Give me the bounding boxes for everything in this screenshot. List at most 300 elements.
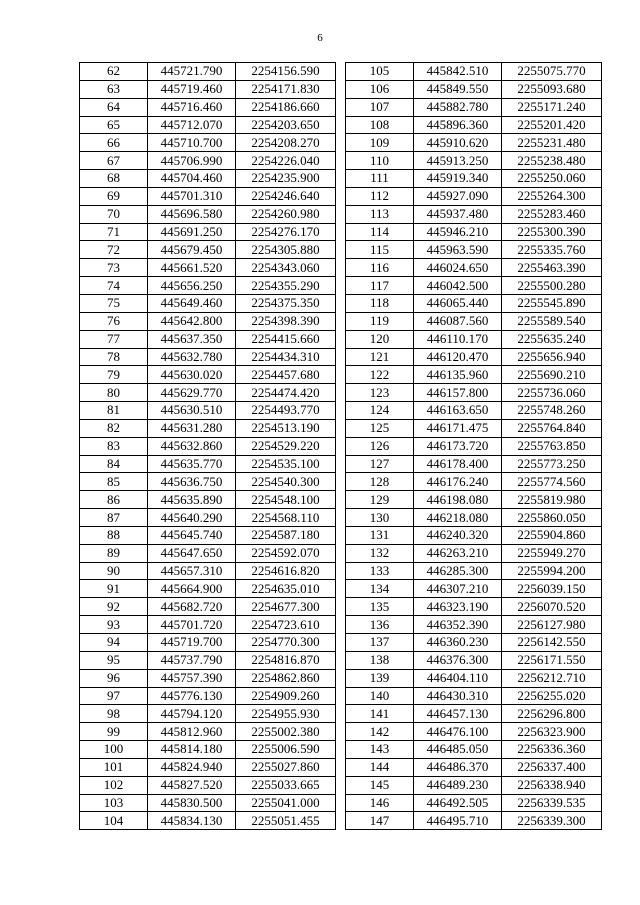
y-coordinate-cell: 2255051.455 <box>236 812 336 830</box>
y-coordinate-cell: 2254955.930 <box>236 705 336 723</box>
y-coordinate-cell: 2254208.270 <box>236 134 336 152</box>
table-row <box>80 419 336 437</box>
table-row <box>346 723 602 741</box>
point-number-cell: 81 <box>80 402 148 420</box>
table-row <box>346 294 602 312</box>
table-row <box>346 812 602 830</box>
point-number-cell: 137 <box>346 634 414 652</box>
x-coordinate-cell: 446176.240 <box>414 473 502 491</box>
x-coordinate-cell: 445632.780 <box>148 348 236 366</box>
x-coordinate-cell: 446430.310 <box>414 687 502 705</box>
x-coordinate-cell: 445719.700 <box>148 634 236 652</box>
x-coordinate-cell: 445737.790 <box>148 651 236 669</box>
table-row <box>346 402 602 420</box>
x-coordinate-cell: 446024.650 <box>414 259 502 277</box>
point-number-cell: 101 <box>80 758 148 776</box>
table-row <box>80 812 336 830</box>
point-number-cell: 146 <box>346 794 414 812</box>
coordinates-table-left <box>79 62 336 830</box>
y-coordinate-cell: 2255006.590 <box>236 741 336 759</box>
x-coordinate-cell: 445637.350 <box>148 330 236 348</box>
point-number-cell: 131 <box>346 526 414 544</box>
point-number-cell: 128 <box>346 473 414 491</box>
x-coordinate-cell: 445963.590 <box>414 241 502 259</box>
x-coordinate-cell: 445647.650 <box>148 544 236 562</box>
y-coordinate-cell: 2254434.310 <box>236 348 336 366</box>
table-row <box>80 776 336 794</box>
y-coordinate-cell: 2255300.390 <box>502 223 602 241</box>
table-row <box>80 473 336 491</box>
x-coordinate-cell: 446492.505 <box>414 794 502 812</box>
y-coordinate-cell: 2255764.840 <box>502 419 602 437</box>
y-coordinate-cell: 2254493.770 <box>236 402 336 420</box>
table-row <box>80 134 336 152</box>
table-row <box>80 741 336 759</box>
y-coordinate-cell: 2254513.190 <box>236 419 336 437</box>
y-coordinate-cell: 2255335.760 <box>502 241 602 259</box>
point-number-cell: 116 <box>346 259 414 277</box>
x-coordinate-cell: 446495.710 <box>414 812 502 830</box>
x-coordinate-cell: 445834.130 <box>148 812 236 830</box>
y-coordinate-cell: 2255736.060 <box>502 384 602 402</box>
table-row <box>80 241 336 259</box>
point-number-cell: 95 <box>80 651 148 669</box>
x-coordinate-cell: 445842.510 <box>414 63 502 81</box>
point-number-cell: 122 <box>346 366 414 384</box>
coordinates-table-right <box>345 62 602 830</box>
point-number-cell: 102 <box>80 776 148 794</box>
x-coordinate-cell: 445913.250 <box>414 152 502 170</box>
point-number-cell: 141 <box>346 705 414 723</box>
table-row <box>346 170 602 188</box>
point-number-cell: 130 <box>346 509 414 527</box>
point-number-cell: 107 <box>346 98 414 116</box>
point-number-cell: 125 <box>346 419 414 437</box>
point-number-cell: 127 <box>346 455 414 473</box>
y-coordinate-cell: 2255250.060 <box>502 170 602 188</box>
table-row <box>80 616 336 634</box>
point-number-cell: 99 <box>80 723 148 741</box>
y-coordinate-cell: 2255656.940 <box>502 348 602 366</box>
y-coordinate-cell: 2256212.710 <box>502 669 602 687</box>
point-number-cell: 147 <box>346 812 414 830</box>
table-row <box>80 277 336 295</box>
point-number-cell: 136 <box>346 616 414 634</box>
point-number-cell: 129 <box>346 491 414 509</box>
point-number-cell: 144 <box>346 758 414 776</box>
x-coordinate-cell: 445712.070 <box>148 116 236 134</box>
point-number-cell: 100 <box>80 741 148 759</box>
x-coordinate-cell: 446110.170 <box>414 330 502 348</box>
y-coordinate-cell: 2255545.890 <box>502 294 602 312</box>
table-row <box>80 116 336 134</box>
x-coordinate-cell: 445937.480 <box>414 205 502 223</box>
point-number-cell: 90 <box>80 562 148 580</box>
y-coordinate-cell: 2255264.300 <box>502 187 602 205</box>
y-coordinate-cell: 2254723.610 <box>236 616 336 634</box>
y-coordinate-cell: 2255500.280 <box>502 277 602 295</box>
y-coordinate-cell: 2255231.480 <box>502 134 602 152</box>
x-coordinate-cell: 446486.370 <box>414 758 502 776</box>
table-row <box>80 544 336 562</box>
y-coordinate-cell: 2256339.300 <box>502 812 602 830</box>
x-coordinate-cell: 445632.860 <box>148 437 236 455</box>
y-coordinate-cell: 2254415.660 <box>236 330 336 348</box>
point-number-cell: 62 <box>80 63 148 81</box>
x-coordinate-cell: 446307.210 <box>414 580 502 598</box>
table-row <box>80 63 336 81</box>
y-coordinate-cell: 2254616.820 <box>236 562 336 580</box>
x-coordinate-cell: 445704.460 <box>148 170 236 188</box>
y-coordinate-cell: 2255774.560 <box>502 473 602 491</box>
table-row <box>346 634 602 652</box>
x-coordinate-cell: 445927.090 <box>414 187 502 205</box>
point-number-cell: 65 <box>80 116 148 134</box>
y-coordinate-cell: 2254587.180 <box>236 526 336 544</box>
table-row <box>346 63 602 81</box>
point-number-cell: 72 <box>80 241 148 259</box>
y-coordinate-cell: 2254862.860 <box>236 669 336 687</box>
x-coordinate-cell: 445849.550 <box>414 80 502 98</box>
point-number-cell: 63 <box>80 80 148 98</box>
y-coordinate-cell: 2254677.300 <box>236 598 336 616</box>
y-coordinate-cell: 2254635.010 <box>236 580 336 598</box>
point-number-cell: 71 <box>80 223 148 241</box>
table-row <box>80 366 336 384</box>
y-coordinate-cell: 2256296.800 <box>502 705 602 723</box>
point-number-cell: 139 <box>346 669 414 687</box>
x-coordinate-cell: 446352.390 <box>414 616 502 634</box>
point-number-cell: 67 <box>80 152 148 170</box>
x-coordinate-cell: 445701.720 <box>148 616 236 634</box>
point-number-cell: 114 <box>346 223 414 241</box>
table-row <box>346 116 602 134</box>
y-coordinate-cell: 2255763.850 <box>502 437 602 455</box>
table-row <box>80 437 336 455</box>
x-coordinate-cell: 445630.510 <box>148 402 236 420</box>
x-coordinate-cell: 445682.720 <box>148 598 236 616</box>
x-coordinate-cell: 445691.250 <box>148 223 236 241</box>
point-number-cell: 97 <box>80 687 148 705</box>
table-row <box>346 437 602 455</box>
y-coordinate-cell: 2254457.680 <box>236 366 336 384</box>
page-number: 6 <box>317 32 323 44</box>
x-coordinate-cell: 445642.800 <box>148 312 236 330</box>
point-number-cell: 123 <box>346 384 414 402</box>
point-number-cell: 115 <box>346 241 414 259</box>
y-coordinate-cell: 2256127.980 <box>502 616 602 634</box>
table-row <box>346 134 602 152</box>
y-coordinate-cell: 2254592.070 <box>236 544 336 562</box>
y-coordinate-cell: 2256337.400 <box>502 758 602 776</box>
table-row <box>346 794 602 812</box>
x-coordinate-cell: 445719.460 <box>148 80 236 98</box>
x-coordinate-cell: 445830.500 <box>148 794 236 812</box>
point-number-cell: 92 <box>80 598 148 616</box>
point-number-cell: 105 <box>346 63 414 81</box>
point-number-cell: 88 <box>80 526 148 544</box>
x-coordinate-cell: 445812.960 <box>148 723 236 741</box>
x-coordinate-cell: 446163.650 <box>414 402 502 420</box>
x-coordinate-cell: 445882.780 <box>414 98 502 116</box>
y-coordinate-cell: 2254535.100 <box>236 455 336 473</box>
y-coordinate-cell: 2254171.830 <box>236 80 336 98</box>
x-coordinate-cell: 445661.520 <box>148 259 236 277</box>
y-coordinate-cell: 2254246.640 <box>236 187 336 205</box>
y-coordinate-cell: 2255041.000 <box>236 794 336 812</box>
point-number-cell: 64 <box>80 98 148 116</box>
y-coordinate-cell: 2255819.980 <box>502 491 602 509</box>
table-row <box>80 330 336 348</box>
x-coordinate-cell: 445706.990 <box>148 152 236 170</box>
table-row <box>346 687 602 705</box>
y-coordinate-cell: 2254260.980 <box>236 205 336 223</box>
table-row <box>346 562 602 580</box>
table-row <box>80 491 336 509</box>
x-coordinate-cell: 445636.750 <box>148 473 236 491</box>
table-row <box>80 598 336 616</box>
point-number-cell: 120 <box>346 330 414 348</box>
x-coordinate-cell: 445814.180 <box>148 741 236 759</box>
point-number-cell: 70 <box>80 205 148 223</box>
point-number-cell: 110 <box>346 152 414 170</box>
y-coordinate-cell: 2255463.390 <box>502 259 602 277</box>
y-coordinate-cell: 2254235.900 <box>236 170 336 188</box>
y-coordinate-cell: 2254355.290 <box>236 277 336 295</box>
x-coordinate-cell: 445645.740 <box>148 526 236 544</box>
table-row <box>346 758 602 776</box>
table-row <box>80 80 336 98</box>
table-row <box>80 384 336 402</box>
point-number-cell: 96 <box>80 669 148 687</box>
x-coordinate-cell: 446360.230 <box>414 634 502 652</box>
y-coordinate-cell: 2255994.200 <box>502 562 602 580</box>
y-coordinate-cell: 2254226.040 <box>236 152 336 170</box>
table-row <box>346 776 602 794</box>
x-coordinate-cell: 445635.770 <box>148 455 236 473</box>
point-number-cell: 86 <box>80 491 148 509</box>
y-coordinate-cell: 2255949.270 <box>502 544 602 562</box>
x-coordinate-cell: 445757.390 <box>148 669 236 687</box>
table-row <box>346 419 602 437</box>
point-number-cell: 111 <box>346 170 414 188</box>
x-coordinate-cell: 445794.120 <box>148 705 236 723</box>
point-number-cell: 91 <box>80 580 148 598</box>
table-row <box>346 491 602 509</box>
x-coordinate-cell: 446476.100 <box>414 723 502 741</box>
x-coordinate-cell: 446376.300 <box>414 651 502 669</box>
x-coordinate-cell: 445824.940 <box>148 758 236 776</box>
point-number-cell: 106 <box>346 80 414 98</box>
table-row <box>80 562 336 580</box>
point-number-cell: 143 <box>346 741 414 759</box>
point-number-cell: 145 <box>346 776 414 794</box>
y-coordinate-cell: 2254770.300 <box>236 634 336 652</box>
x-coordinate-cell: 446135.960 <box>414 366 502 384</box>
table-row <box>346 348 602 366</box>
x-coordinate-cell: 445649.460 <box>148 294 236 312</box>
y-coordinate-cell: 2254398.390 <box>236 312 336 330</box>
y-coordinate-cell: 2254529.220 <box>236 437 336 455</box>
table-row <box>346 651 602 669</box>
y-coordinate-cell: 2254203.650 <box>236 116 336 134</box>
point-number-cell: 104 <box>80 812 148 830</box>
table-row <box>80 758 336 776</box>
y-coordinate-cell: 2255033.665 <box>236 776 336 794</box>
table-row <box>346 705 602 723</box>
x-coordinate-cell: 446171.475 <box>414 419 502 437</box>
point-number-cell: 69 <box>80 187 148 205</box>
y-coordinate-cell: 2255238.480 <box>502 152 602 170</box>
point-number-cell: 126 <box>346 437 414 455</box>
y-coordinate-cell: 2254568.110 <box>236 509 336 527</box>
x-coordinate-cell: 446173.720 <box>414 437 502 455</box>
table-row <box>80 205 336 223</box>
y-coordinate-cell: 2255690.210 <box>502 366 602 384</box>
point-number-cell: 135 <box>346 598 414 616</box>
x-coordinate-cell: 446323.190 <box>414 598 502 616</box>
y-coordinate-cell: 2256070.520 <box>502 598 602 616</box>
table-row <box>346 580 602 598</box>
table-row <box>346 366 602 384</box>
y-coordinate-cell: 2254548.100 <box>236 491 336 509</box>
y-coordinate-cell: 2256142.550 <box>502 634 602 652</box>
point-number-cell: 76 <box>80 312 148 330</box>
table-row <box>346 98 602 116</box>
table-row <box>346 616 602 634</box>
x-coordinate-cell: 445656.250 <box>148 277 236 295</box>
point-number-cell: 109 <box>346 134 414 152</box>
table-row <box>80 259 336 277</box>
point-number-cell: 82 <box>80 419 148 437</box>
x-coordinate-cell: 446263.210 <box>414 544 502 562</box>
point-number-cell: 85 <box>80 473 148 491</box>
table-row <box>346 669 602 687</box>
table-row <box>80 402 336 420</box>
point-number-cell: 98 <box>80 705 148 723</box>
table-row <box>346 455 602 473</box>
point-number-cell: 68 <box>80 170 148 188</box>
y-coordinate-cell: 2254909.260 <box>236 687 336 705</box>
point-number-cell: 133 <box>346 562 414 580</box>
table-row <box>80 651 336 669</box>
x-coordinate-cell: 445701.310 <box>148 187 236 205</box>
x-coordinate-cell: 445664.900 <box>148 580 236 598</box>
point-number-cell: 132 <box>346 544 414 562</box>
x-coordinate-cell: 445776.130 <box>148 687 236 705</box>
y-coordinate-cell: 2255283.460 <box>502 205 602 223</box>
y-coordinate-cell: 2254474.420 <box>236 384 336 402</box>
x-coordinate-cell: 446087.560 <box>414 312 502 330</box>
x-coordinate-cell: 445657.310 <box>148 562 236 580</box>
x-coordinate-cell: 445716.460 <box>148 98 236 116</box>
point-number-cell: 117 <box>346 277 414 295</box>
x-coordinate-cell: 446157.800 <box>414 384 502 402</box>
x-coordinate-cell: 445946.210 <box>414 223 502 241</box>
table-row <box>80 152 336 170</box>
y-coordinate-cell: 2255171.240 <box>502 98 602 116</box>
y-coordinate-cell: 2255201.420 <box>502 116 602 134</box>
point-number-cell: 134 <box>346 580 414 598</box>
y-coordinate-cell: 2254305.880 <box>236 241 336 259</box>
x-coordinate-cell: 446404.110 <box>414 669 502 687</box>
table-row <box>80 170 336 188</box>
point-number-cell: 142 <box>346 723 414 741</box>
table-row <box>80 348 336 366</box>
table-row <box>346 241 602 259</box>
x-coordinate-cell: 446489.230 <box>414 776 502 794</box>
y-coordinate-cell: 2254343.060 <box>236 259 336 277</box>
y-coordinate-cell: 2256339.535 <box>502 794 602 812</box>
point-number-cell: 94 <box>80 634 148 652</box>
point-number-cell: 119 <box>346 312 414 330</box>
x-coordinate-cell: 445896.360 <box>414 116 502 134</box>
table-row <box>80 669 336 687</box>
table-row <box>346 205 602 223</box>
x-coordinate-cell: 446065.440 <box>414 294 502 312</box>
point-number-cell: 73 <box>80 259 148 277</box>
x-coordinate-cell: 445631.280 <box>148 419 236 437</box>
y-coordinate-cell: 2254186.660 <box>236 98 336 116</box>
x-coordinate-cell: 446178.400 <box>414 455 502 473</box>
table-row <box>346 187 602 205</box>
y-coordinate-cell: 2255635.240 <box>502 330 602 348</box>
table-row <box>346 598 602 616</box>
x-coordinate-cell: 446198.080 <box>414 491 502 509</box>
point-number-cell: 74 <box>80 277 148 295</box>
x-coordinate-cell: 445635.890 <box>148 491 236 509</box>
table-row <box>346 152 602 170</box>
y-coordinate-cell: 2254156.590 <box>236 63 336 81</box>
point-number-cell: 83 <box>80 437 148 455</box>
table-row <box>80 580 336 598</box>
x-coordinate-cell: 445630.020 <box>148 366 236 384</box>
y-coordinate-cell: 2256255.020 <box>502 687 602 705</box>
point-number-cell: 66 <box>80 134 148 152</box>
point-number-cell: 108 <box>346 116 414 134</box>
y-coordinate-cell: 2256171.550 <box>502 651 602 669</box>
table-row <box>346 526 602 544</box>
y-coordinate-cell: 2255773.250 <box>502 455 602 473</box>
x-coordinate-cell: 446485.050 <box>414 741 502 759</box>
y-coordinate-cell: 2255748.260 <box>502 402 602 420</box>
table-row <box>80 634 336 652</box>
point-number-cell: 89 <box>80 544 148 562</box>
table-row <box>346 473 602 491</box>
table-row <box>80 187 336 205</box>
x-coordinate-cell: 445640.290 <box>148 509 236 527</box>
x-coordinate-cell: 445696.580 <box>148 205 236 223</box>
point-number-cell: 84 <box>80 455 148 473</box>
table-row <box>346 312 602 330</box>
table-row <box>346 741 602 759</box>
point-number-cell: 103 <box>80 794 148 812</box>
x-coordinate-cell: 446120.470 <box>414 348 502 366</box>
y-coordinate-cell: 2256338.940 <box>502 776 602 794</box>
y-coordinate-cell: 2254276.170 <box>236 223 336 241</box>
point-number-cell: 140 <box>346 687 414 705</box>
table-row <box>346 223 602 241</box>
point-number-cell: 78 <box>80 348 148 366</box>
point-number-cell: 118 <box>346 294 414 312</box>
table-row <box>80 455 336 473</box>
point-number-cell: 79 <box>80 366 148 384</box>
table-row <box>80 723 336 741</box>
point-number-cell: 77 <box>80 330 148 348</box>
point-number-cell: 112 <box>346 187 414 205</box>
x-coordinate-cell: 445710.700 <box>148 134 236 152</box>
y-coordinate-cell: 2255904.860 <box>502 526 602 544</box>
